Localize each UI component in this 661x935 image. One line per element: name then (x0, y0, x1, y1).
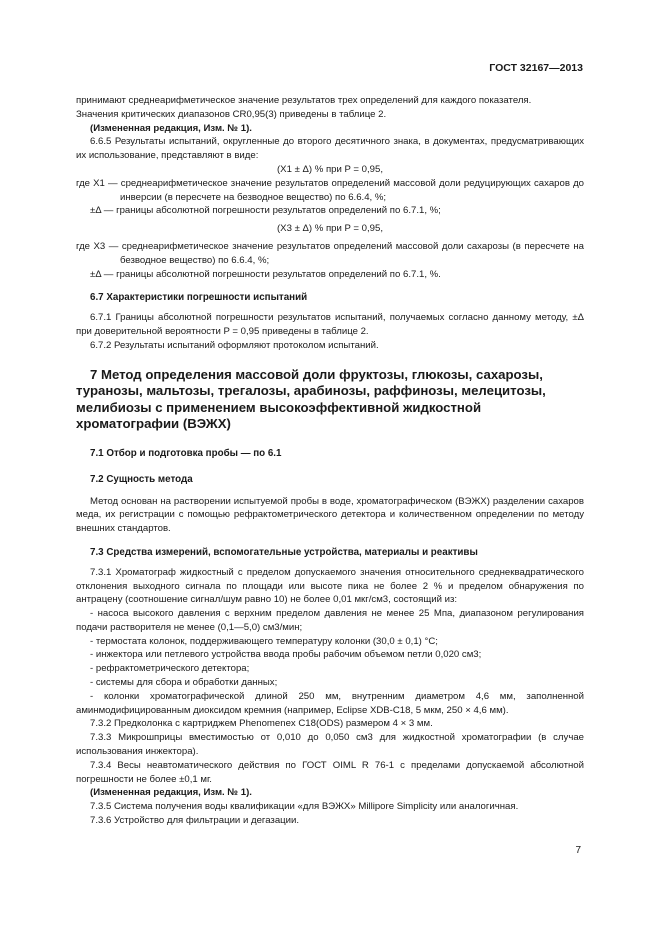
section-7-1-heading: 7.1 Отбор и подготовка пробы — по 6.1 (90, 447, 282, 459)
para-7-3-3: 7.3.3 Микрошприцы вместимостью от 0,010 до 0,050 см3 для жидкостной хроматографии (в случае использования инжектора). (76, 732, 584, 758)
section-7-heading: 7 Метод определения массовой доли фруктозы, глюкозы, сахарозы, туранозы, мальтозы, трегалозы, арабинозы, раффинозы, мелецитозы, мелибиозы с применением высокоэффективной жидкостной хроматографии (ВЭЖХ) (76, 366, 546, 432)
delta-definition-2: ±Δ — границы абсолютной погрешности результатов определений по 6.7.1, %. (90, 268, 441, 280)
para-7-3-4: 7.3.4 Весы неавтоматического действия по ГОСТ OIML R 76-1 с пределами допускаемой абсолютной погрешности не более ±0,1 мг. (76, 759, 584, 785)
list-item: - системы для сбора и обработки данных; (90, 677, 278, 689)
amendment-note: (Измененная редакция, Изм. № 1). (90, 122, 252, 134)
where-x3: где X3 — среднеарифметическое значение результатов определений массовой доли сахарозы (в пересчете на безводное вещество) по 6.6.4, %; (76, 240, 584, 266)
para-7-3-1: 7.3.1 Хроматограф жидкостный с пределом допускаемого значения относительного среднеквадратического отклонения выходного сигнала по площади или высоте пика не более 2 % и пределом обнаружения по антрацену (соотношение сигнал/шум равно 10) не более 0,01 мкг/см3, состоящий из: (76, 566, 584, 606)
para-continuation: принимают среднеарифметическое значение результатов трех определений для каждого показателя. (76, 95, 532, 106)
list-item: - рефрактометрического детектора; (90, 663, 250, 675)
para-7-2: Метод основан на растворении испытуемой пробы в воде, хроматографическом (ВЭЖХ) разделении сахаров меда, их регистрации с помощью рефрактометрического детектора и количественном определении по методу внешних стандартов. (76, 495, 584, 535)
para-7-3-2: 7.3.2 Предколонка с картриджем Phenomenex C18(ODS) размером 4 × 3 мм. (90, 718, 433, 730)
page-content (76, 94, 584, 828)
section-7-3-heading: 7.3 Средства измерений, вспомогательные устройства, материалы и реактивы (90, 546, 478, 558)
list-item: - инжектора или петлевого устройства ввода пробы рабочим объемом петли 0,020 см3; (90, 649, 482, 661)
section-6-7-heading: 6.7 Характеристики погрешности испытаний (90, 292, 308, 304)
where-x1: где X1 — среднеарифметическое значение результатов определений массовой доли редуцирующих сахаров до инверсии (в пересчете на безводное вещество) по 6.6.4, %; (76, 177, 584, 203)
list-item: - колонки хроматографической длиной 250 мм, внутренним диаметром 4,6 мм, заполненной аминмодифицированным диоксидом кремния (например, Eclipse XDB-C18, 5 мкм, 250 × 4,6 мм). (76, 690, 584, 716)
formula-x3: (X3 ± Δ) % при P = 0,95, (276, 223, 384, 235)
para-7-3-5: 7.3.5 Система получения воды квалификации «для ВЭЖХ» Millipore Simplicity или аналогичная. (90, 801, 519, 813)
para-6-6-5: 6.6.5 Результаты испытаний, округленные до второго десятичного знака, в документах, предусматривающих их использование, представляют в виде: (76, 136, 584, 162)
delta-definition-1: ±Δ — границы абсолютной погрешности результатов определений по 6.7.1, %; (90, 205, 441, 217)
amendment-note-2: (Измененная редакция, Изм. № 1). (90, 787, 252, 799)
section-7-2-heading: 7.2 Сущность метода (90, 473, 193, 485)
page-number: 7 (575, 845, 581, 856)
para-6-7-2: 6.7.2 Результаты испытаний оформляют протоколом испытаний. (90, 339, 379, 351)
para-7-3-6: 7.3.6 Устройство для фильтрации и дегазации. (90, 815, 300, 827)
list-item: - насоса высокого давления с верхним пределом давления не менее 25 Мпа, диапазоном регулирования подачи растворителя не менее (0,1—5,0) см3/мин; (76, 608, 584, 633)
formula-x1: (X1 ± Δ) % при P = 0,95, (276, 163, 384, 175)
list-item: - термостата колонок, поддерживающего температуру колонки (30,0 ± 0,1) °C; (90, 635, 438, 647)
para-6-7-1: 6.7.1 Границы абсолютной погрешности результатов испытаний, получаемых согласно данному методу, ±Δ при доверительной вероятности P = 0,95 приведены в таблице 2. (76, 312, 584, 337)
para-critical-ranges: Значения критических диапазонов CR0,95(3) приведены в таблице 2. (76, 108, 387, 120)
page-header-standard-number: ГОСТ 32167—2013 (489, 62, 583, 74)
